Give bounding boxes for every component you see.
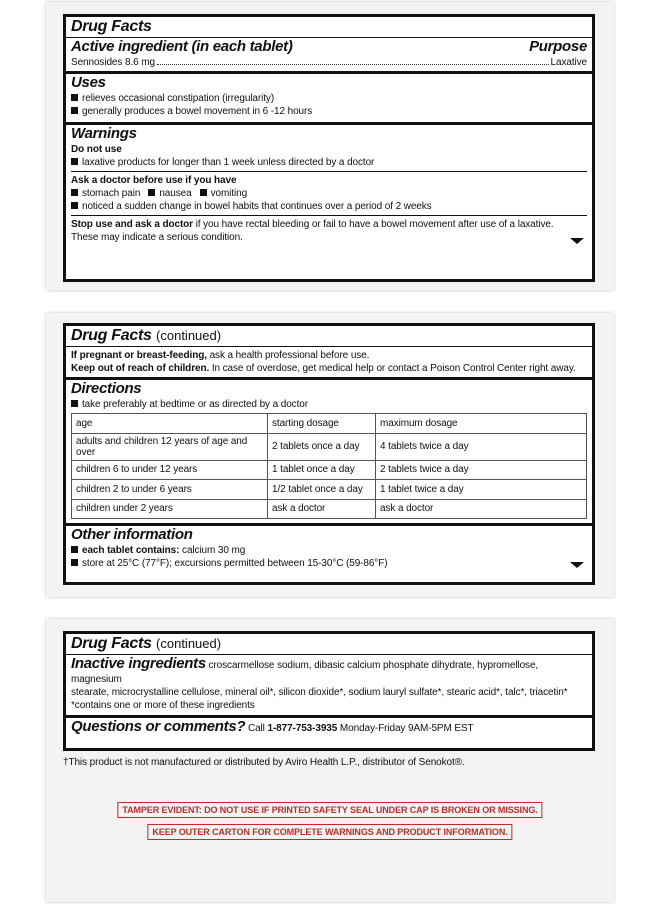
calcium-info: each tablet contains: calcium 30 mg — [71, 544, 587, 557]
divider — [71, 215, 587, 216]
divider — [71, 171, 587, 172]
directions-heading: Directions — [71, 380, 142, 397]
drug-facts-box — [63, 323, 595, 585]
ask-doctor-label: Ask a doctor before use if you have — [71, 175, 237, 186]
table-cell: 1/2 tablet once a day — [268, 480, 376, 500]
panel-title: Drug Facts — [71, 635, 152, 652]
table-row — [72, 480, 587, 500]
inactive-line-3: *contains one or more of these ingredients — [71, 700, 255, 711]
keep-carton-warning: KEEP OUTER CARTON FOR COMPLETE WARNINGS AND PRODUCT INFORMATION. — [147, 824, 512, 840]
title-section — [66, 17, 592, 38]
bullet-icon — [71, 158, 78, 165]
drug-facts-panel-1 — [46, 2, 614, 290]
drug-facts-panel-2 — [46, 313, 614, 597]
continue-arrow-icon — [570, 562, 584, 568]
inactive-heading: Inactive ingredients — [71, 655, 206, 672]
do-not-use-item: laxative products for longer than 1 week unless directed by a doctor — [71, 156, 587, 169]
directions-note: take preferably at bedtime or as directed by a doctor — [71, 398, 587, 411]
inactive-ingredients-section — [66, 655, 592, 718]
warnings-heading: Warnings — [71, 125, 137, 142]
bullet-icon — [71, 400, 78, 407]
table-cell: 2 tablets once a day — [268, 433, 376, 460]
continued-label: (continued) — [156, 636, 222, 651]
continue-arrow-icon — [570, 238, 584, 244]
storage-info: store at 25°C (77°F); excursions permitted between 15-30°C (59-86°F) — [71, 557, 587, 570]
drug-facts-box — [63, 14, 595, 282]
purpose-heading: Purpose — [529, 38, 587, 55]
bullet-icon — [71, 189, 78, 196]
leader-dots — [157, 64, 549, 65]
directions-section — [66, 380, 592, 526]
table-cell: 4 tablets twice a day — [376, 433, 587, 460]
table-cell: adults and children 12 years of age and over — [72, 433, 268, 460]
inactive-line-2: stearate, microcrystalline cellulose, mineral oil*, silicon dioxide*, sodium lauryl sulfate*, stearic acid*, talc*, triacetin* — [71, 687, 568, 698]
keep-out-warning: Keep out of reach of children. In case of overdose, get medical help or contact a Poison Control Center right away. — [71, 363, 576, 374]
questions-line: Questions or comments? Call 1-877-753-3935 Monday-Friday 9AM-5PM EST — [71, 718, 474, 735]
bullet-icon — [200, 189, 207, 196]
pregnancy-section — [66, 347, 592, 380]
ask-doctor-extra: noticed a sudden change in bowel habits that continues over a period of 2 weeks — [71, 200, 587, 213]
ingredient-name: Sennosides 8.6 mg — [71, 57, 155, 68]
bullet-icon — [71, 107, 78, 114]
questions-heading: Questions or comments? — [71, 718, 246, 735]
panel-title: Drug Facts — [71, 18, 152, 35]
drug-facts-box — [63, 631, 595, 751]
continued-label: (continued) — [156, 328, 222, 343]
bullet-icon — [71, 202, 78, 209]
table-cell: ask a doctor — [376, 499, 587, 519]
table-header-cell: age — [72, 414, 268, 434]
dosage-table — [71, 413, 587, 519]
table-cell: 1 tablet twice a day — [376, 480, 587, 500]
use-item: generally produces a bowel movement in 6 -12 hours — [71, 105, 587, 118]
active-ingredient-section — [66, 38, 592, 74]
uses-heading: Uses — [71, 74, 106, 91]
pregnancy-warning: If pregnant or breast-feeding, ask a health professional before use. — [71, 350, 370, 361]
distributor-footnote: †This product is not manufactured or distributed by Aviro Health L.P., distributor of Senokot®. — [63, 757, 465, 768]
table-cell: children 2 to under 6 years — [72, 480, 268, 500]
table-row — [72, 433, 587, 460]
other-info-section — [66, 526, 592, 570]
inactive-line-1: Inactive ingredients croscarmellose sodium, dibasic calcium phosphate dihydrate, hypromellose, magnesium — [71, 655, 539, 685]
do-not-use-label: Do not use — [71, 144, 122, 155]
bullet-icon — [148, 189, 155, 196]
ask-doctor-symptoms: stomach pain nausea vomiting — [71, 187, 587, 200]
table-cell: children under 2 years — [72, 499, 268, 519]
other-info-heading: Other information — [71, 526, 193, 543]
table-header-cell: starting dosage — [268, 414, 376, 434]
table-row — [72, 499, 587, 519]
table-header-cell: maximum dosage — [376, 414, 587, 434]
table-cell: ask a doctor — [268, 499, 376, 519]
panel-title: Drug Facts — [71, 327, 152, 344]
table-row — [72, 460, 587, 480]
ingredient-purpose: Laxative — [550, 57, 587, 68]
bullet-icon — [71, 546, 78, 553]
phone-number: 1-877-753-3935 — [267, 723, 338, 734]
stop-use-text: Stop use and ask a doctor if you have rectal bleeding or fail to have a bowel movement after use of a laxative. These may indicate a serious condition. — [71, 219, 554, 243]
tamper-evident-warning: TAMPER EVIDENT: DO NOT USE IF PRINTED SAFETY SEAL UNDER CAP IS BROKEN OR MISSING. — [117, 802, 542, 818]
table-header-row — [72, 414, 587, 434]
title-section — [66, 634, 592, 655]
table-cell: 2 tablets twice a day — [376, 460, 587, 480]
bullet-icon — [71, 559, 78, 566]
drug-facts-panel-3 — [46, 619, 614, 902]
table-cell: children 6 to under 12 years — [72, 460, 268, 480]
use-item: relieves occasional constipation (irregularity) — [71, 92, 587, 105]
questions-section — [66, 718, 592, 736]
warnings-section — [66, 125, 592, 248]
uses-section — [66, 74, 592, 125]
title-section — [66, 326, 592, 347]
table-cell: 1 tablet once a day — [268, 460, 376, 480]
bullet-icon — [71, 94, 78, 101]
active-ingredient-heading: Active ingredient (in each tablet) — [71, 38, 293, 55]
